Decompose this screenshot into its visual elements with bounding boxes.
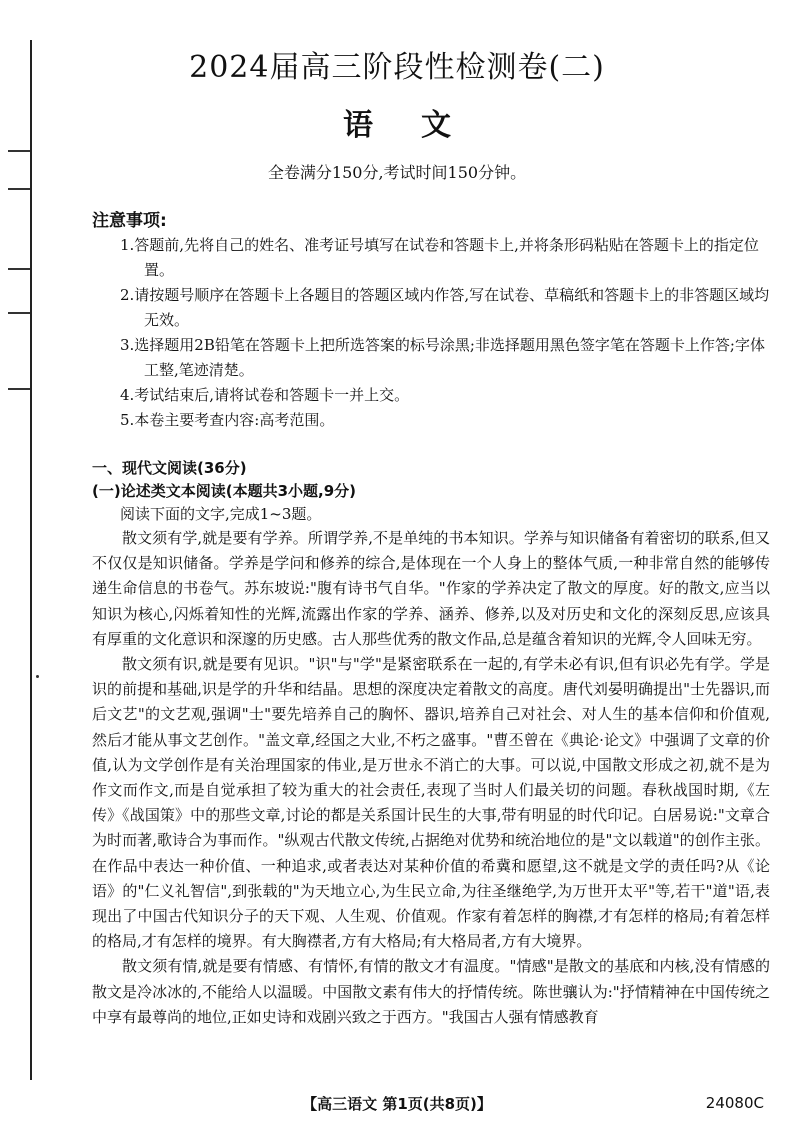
notice-item: 1.答题前,先将自己的姓名、准考证号填写在试卷和答题卡上,并将条形码粘贴在答题卡上的指定位置。 [120,236,759,279]
margin-dot [36,675,39,678]
exam-title: 2024届高三阶段性检测卷(二) [189,50,605,85]
reading-instruction: 阅读下面的文字,完成1~3题。 [120,505,322,523]
notice-item: 2.请按题号顺序在答题卡上各题目的答题区域内作答,写在试卷、草稿纸和答题卡上的非答题区域均无效。 [120,286,770,329]
section-heading: 一、现代文阅读(36分) [92,459,247,477]
notice-list [120,233,770,433]
notice-heading: 注意事项: [92,211,167,231]
exam-code: 24080C [705,1094,764,1112]
notice-item: 3.选择题用2B铅笔在答题卡上把所选答案的标号涂黑;非选择题用黑色签字笔在答题卡上作答;字体工整,笔迹清楚。 [120,336,765,379]
passage-paragraph: 散文须有识,就是要有见识。"识"与"学"是紧密联系在一起的,有学未必有识,但有识必先有学。学是识的前提和基础,识是学的升华和结晶。思想的深度决定着散文的高度。唐代刘晏明确提出"士先器识,而后文艺"的文艺观,强调"士"要先培养自己的胸怀、器识,培养自己对社会、对人生的基本信仰和价值观,然后才能从事文艺创作。"盖文章,经国之大业,不朽之盛事。"曹丕曾在《典论·论文》中强调了文章的价值,认为文学创作是有关治理国家的伟业,是万世永不消亡的大事。可以说,中国散文形成之初,就不是为作文而作文,而是自觉承担了较为重大的社会责任,表现了当时人们最关切的问题。春秋战国时期,《左传》《战国策》中的那些文章,讨论的都是关系国计民生的大事,带有明显的时代印记。白居易说:"文章合为时而著,歌诗合为事而作。"纵观古代散文传统,占据绝对优势和统治地位的是"文以载道"的创作主张。在作品中表达一种价值、一种追求,或者表达对某种价值的希冀和愿望,这不就是文学的责任吗?从《论语》的"仁义礼智信",到张载的"为天地立心,为生民立命,为往圣继绝学,为万世开太平"等,若干"道"语,表现出了中国古代知识分子的天下观、人生观、价值观。作家有着怎样的胸襟,才有怎样的格局;有着怎样的格局,才有怎样的境界。有大胸襟者,方有大格局;有大格局者,方有大境界。 [92,655,770,951]
subject-title: 语文 [343,108,499,143]
subsection-heading: (一)论述类文本阅读(本题共3小题,9分) [92,482,356,500]
notice-item: 4.考试结束后,请将试卷和答题卡一并上交。 [120,386,410,404]
binding-marks [8,150,32,400]
reading-passage [92,526,770,1030]
notice-item: 5.本卷主要考查内容:高考范围。 [120,411,335,429]
passage-paragraph: 散文须有情,就是要有情感、有情怀,有情的散文才有温度。"情感"是散文的基底和内核,没有情感的散文是冷冰冰的,不能给人以温暖。中国散文素有伟大的抒情传统。陈世骧认为:"抒情精神在中国传统之中享有最尊尚的地位,正如史诗和戏剧兴致之于西方。"我国古人强有情感教育 [92,957,770,1026]
score-info: 全卷满分150分,考试时间150分钟。 [267,163,527,182]
page-footer: 【高三语文 第1页(共8页)】 [302,1095,492,1113]
passage-paragraph: 散文须有学,就是要有学养。所谓学养,不是单纯的书本知识。学养与知识储备有着密切的联系,但又不仅仅是知识储备。学养是学问和修养的综合,是体现在一个人身上的整体气质,一种非常自然的能够传递生命信息的书卷气。苏东坡说:"腹有诗书气自华。"作家的学养决定了散文的厚度。好的散文,应当以知识为核心,闪烁着知性的光辉,流露出作家的学养、涵养、修养,以及对历史和文化的深刻反思,应该具有厚重的文化意识和深邃的历史感。古人那些优秀的散文作品,总是蕴含着知识的光辉,令人回味无穷。 [92,529,770,648]
